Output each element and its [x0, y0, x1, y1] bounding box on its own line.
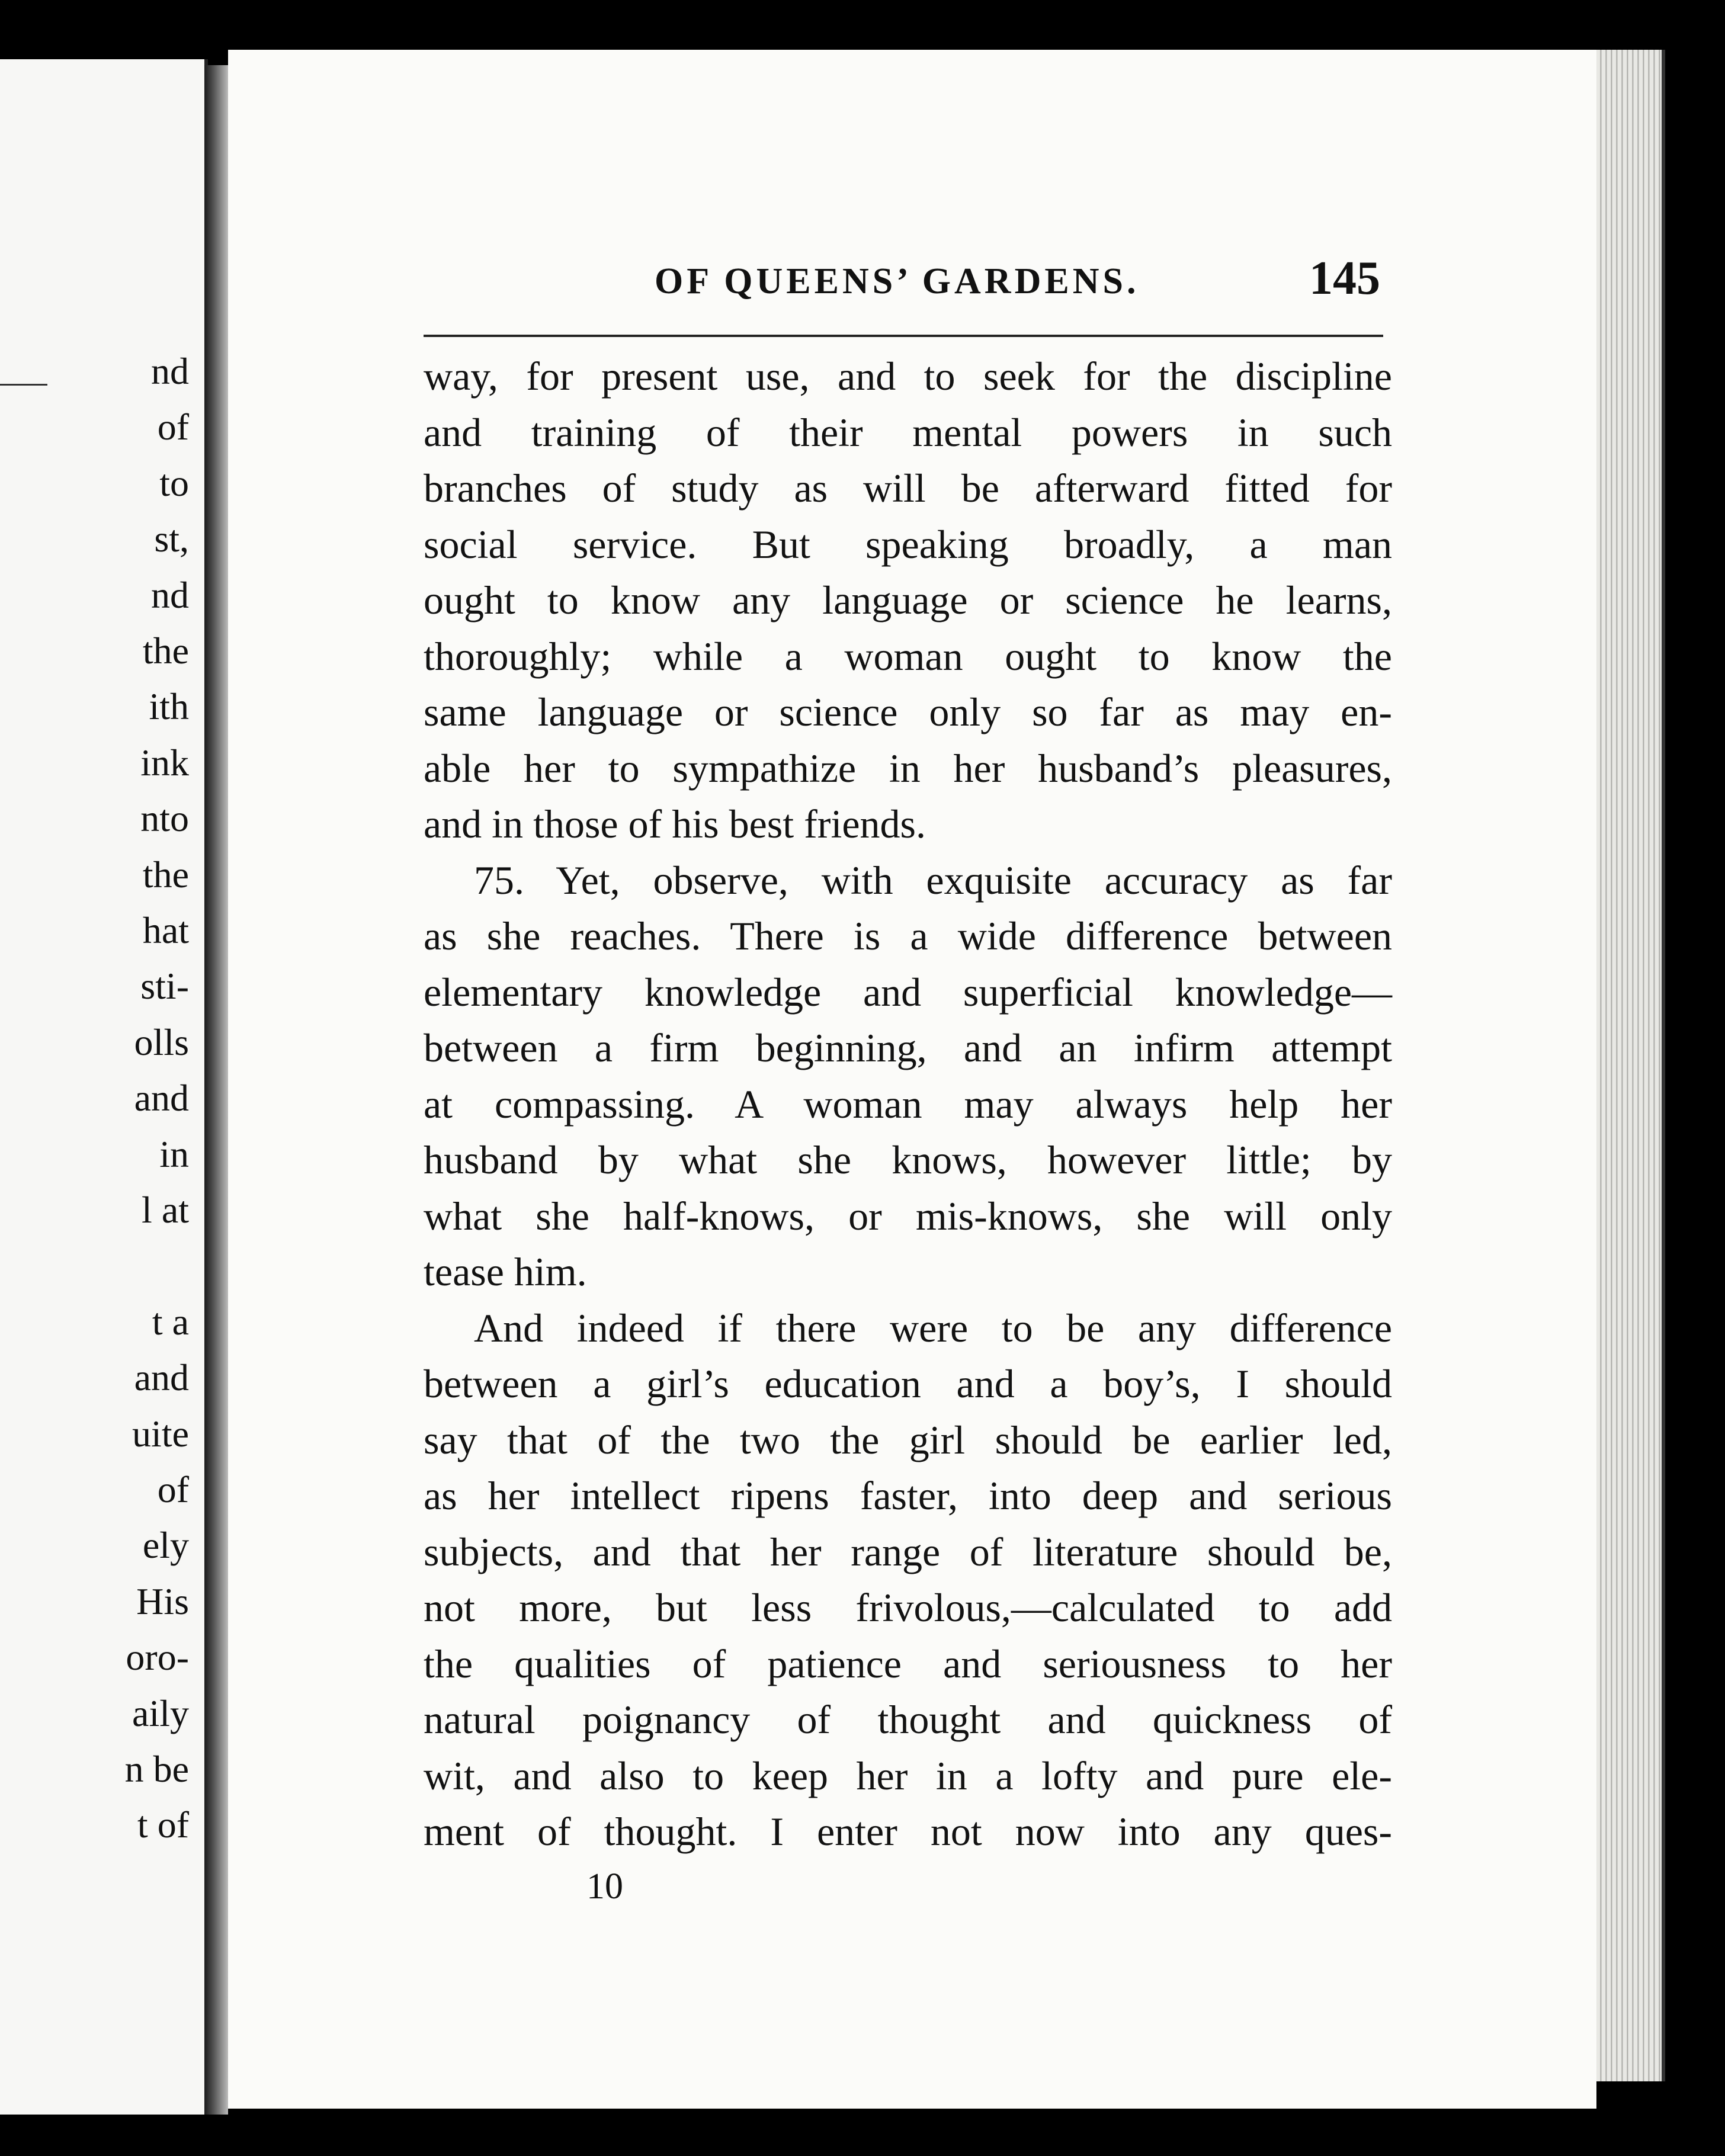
previous-page-line-fragment: t of: [137, 1804, 189, 1846]
text-line: elementary knowledge and superficial knowledge—: [424, 969, 1392, 1015]
text-line: husband by what she knows, however little; by: [424, 1137, 1392, 1182]
previous-page-line-fragment: ely: [142, 1524, 189, 1567]
text-line: at compassing. A woman may always help her: [424, 1081, 1392, 1127]
header-rule: [424, 335, 1383, 337]
previous-page-line-fragment: oro-: [126, 1636, 189, 1679]
previous-page-line-fragment: the: [142, 853, 189, 896]
previous-page-line-fragment: to: [159, 461, 189, 504]
previous-page-head-rule: [0, 384, 47, 386]
text-line: tease him.: [424, 1249, 587, 1294]
previous-page-line-fragment: of: [157, 406, 189, 448]
previous-page-line-fragment: aily: [132, 1692, 189, 1734]
previous-page-line-fragment: ink: [140, 741, 189, 784]
text-line: say that of the two the girl should be earlier led,: [424, 1417, 1392, 1462]
previous-page-line-fragment: of: [157, 1468, 189, 1510]
text-line: between a girl’s education and a boy’s, I should: [424, 1361, 1392, 1406]
text-line: between a firm beginning, and an infirm attempt: [424, 1025, 1392, 1070]
text-line: thoroughly; while a woman ought to know the: [424, 633, 1392, 679]
body-text: [424, 348, 1392, 1860]
previous-page-line-fragment: uite: [132, 1412, 189, 1455]
previous-page-line-fragment: in: [159, 1132, 189, 1175]
paragraph-75-first-line: 75. Yet, observe, with exquisite accuracy as far: [474, 857, 1392, 903]
previous-page-line-fragment: n be: [124, 1748, 189, 1790]
text-line: and training of their mental powers in such: [424, 409, 1392, 455]
text-line: ment of thought. I enter not now into any ques-: [424, 1809, 1392, 1854]
previous-page-line-fragment: sti-: [140, 965, 189, 1008]
text-line: wit, and also to keep her in a lofty and pure ele-: [424, 1753, 1392, 1798]
previous-page-line-fragment: st,: [154, 518, 189, 560]
text-line: what she half-knows, or mis-knows, she will only: [424, 1193, 1392, 1239]
text-line: able her to sympathize in her husband’s pleasures,: [424, 745, 1392, 791]
text-line: natural poignancy of thought and quickness of: [424, 1697, 1392, 1742]
previous-page-line-fragment: l at: [142, 1189, 189, 1231]
text-line: subjects, and that her range of literature should be,: [424, 1529, 1392, 1574]
text-line: branches of study as will be afterward fitted for: [424, 466, 1392, 511]
text-line: as she reaches. There is a wide difference between: [424, 913, 1392, 958]
book-gutter: [204, 65, 228, 2115]
previous-page-line-fragment: t a: [152, 1300, 189, 1343]
previous-page-line-fragment: His: [136, 1580, 189, 1622]
text-line: not more, but less frivolous,—calculated to add: [424, 1585, 1392, 1630]
previous-page-line-fragment: ith: [149, 685, 189, 728]
paragraph-first-line: And indeed if there were to be any difference: [474, 1305, 1392, 1350]
text-line: and in those of his best friends.: [424, 801, 926, 846]
text-line: ought to know any language or science he learns,: [424, 578, 1392, 623]
previous-page-line-fragment: olls: [134, 1021, 189, 1063]
page-number: 145: [1309, 252, 1380, 304]
previous-page-line-fragment: the: [142, 630, 189, 672]
page-edge-stack: [1596, 50, 1665, 2081]
text-line: same language or science only so far as may en-: [424, 689, 1392, 734]
previous-page-line-fragment: nd: [151, 350, 189, 392]
text-line: social service. But speaking broadly, a man: [424, 521, 1392, 567]
text-line: way, for present use, and to seek for the discipline: [424, 354, 1392, 399]
text-line: the qualities of patience and seriousness to her: [424, 1641, 1392, 1686]
previous-page-line-fragment: nto: [140, 797, 189, 840]
previous-page-line-fragment: and: [134, 1356, 189, 1399]
signature-mark: 10: [586, 1866, 623, 1907]
previous-page-line-fragment: nd: [151, 573, 189, 616]
previous-page-fragment: [0, 59, 208, 2115]
text-line: as her intellect ripens faster, into deep and serious: [424, 1473, 1392, 1518]
previous-page-line-fragment: hat: [142, 909, 189, 951]
running-head: OF QUEENS’ GARDENS.: [655, 261, 1140, 301]
previous-page-line-fragment: and: [134, 1077, 189, 1119]
